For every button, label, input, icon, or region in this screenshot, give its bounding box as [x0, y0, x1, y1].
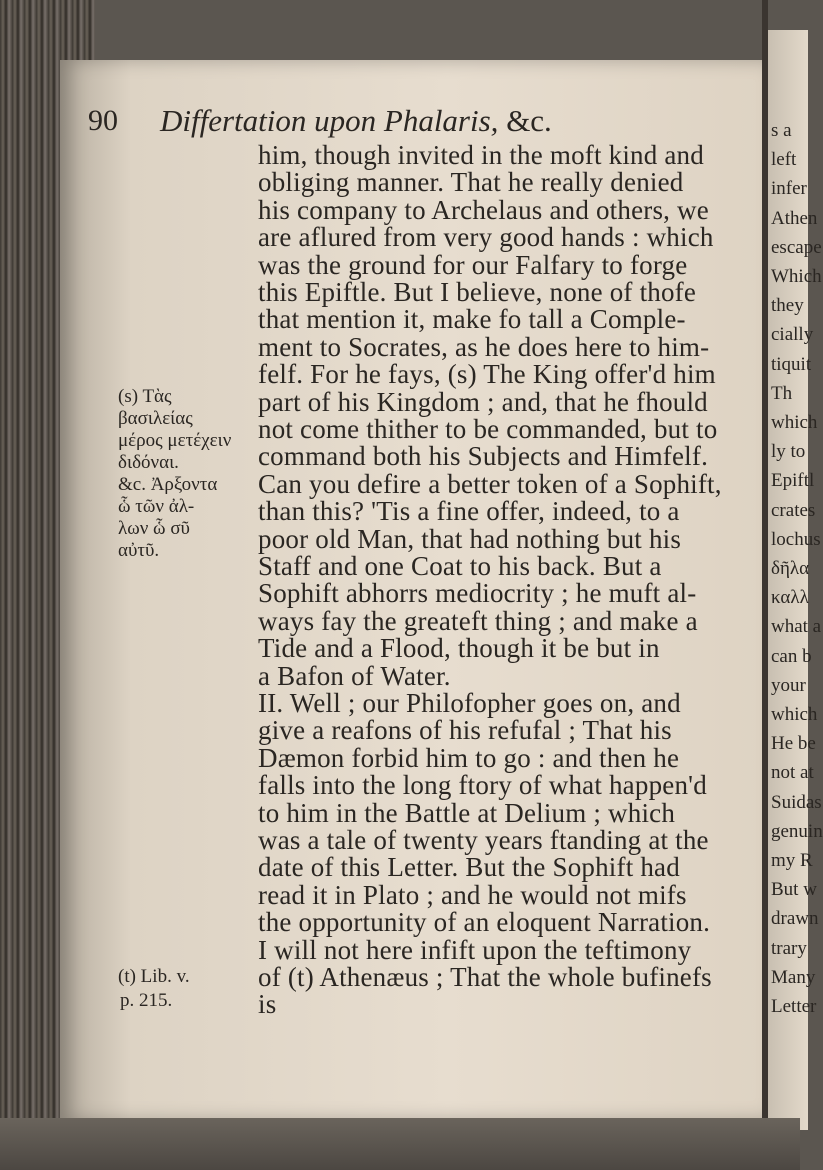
body-line: part of his Kingdom ; and, that he fhould — [258, 386, 708, 417]
body-line: felf. For he fays, (s) The King offer'd him — [258, 359, 716, 390]
next-page-fragment: which — [771, 704, 818, 725]
margin-note-line: ὧ τῶν ἀλ- — [118, 496, 195, 517]
next-page-fragment: genuin — [771, 820, 823, 842]
next-page-fragment: can b — [771, 645, 812, 667]
body-line: are aflured from very good hands : which — [258, 222, 714, 253]
next-page-fragment: cially — [771, 324, 814, 346]
body-line: than this? 'Tis a fine offer, indeed, to a — [258, 496, 680, 527]
next-page-fragment: trary — [771, 937, 807, 959]
margin-note-line: αὐτῦ. — [118, 540, 160, 561]
body-line: his company to Archelaus and others, we — [258, 194, 709, 225]
body-line: was a tale of twenty years ftanding at the — [258, 825, 709, 855]
next-page-fragment: my R — [771, 850, 813, 871]
next-page-fragment: But w — [771, 879, 817, 901]
next-page-fragment: infer — [771, 178, 807, 200]
body-line: date of this Letter. But the Sophift had — [258, 852, 680, 883]
next-page-fragment: δῆλα — [771, 558, 810, 579]
next-page-fragment: your — [771, 674, 806, 696]
body-line: is — [258, 989, 277, 1020]
book-bottom-edge — [0, 1118, 800, 1170]
body-line: was the ground for our Falfary to forge — [258, 249, 688, 280]
next-page-fragment: tiquit — [771, 353, 812, 375]
body-line: the opportunity of an eloquent Narration. — [258, 907, 711, 938]
body-line: him, though invited in the moft kind and — [258, 140, 704, 170]
body-line: obliging manner. That he really denied — [258, 167, 684, 198]
next-page-fragment: which — [771, 412, 818, 433]
body-line: Tide and a Flood, though it be but in — [258, 633, 660, 664]
next-page-fragment: not at — [771, 762, 814, 784]
body-line: Dæmon forbid him to go : and then he — [258, 742, 680, 773]
margin-note-line: p. 215. — [120, 990, 173, 1011]
body-line: a Bafon of Water. — [258, 660, 451, 691]
body-line: give a reafons of his refufal ; That his — [258, 715, 672, 746]
body-line: ment to Socrates, as he does here to him- — [258, 331, 710, 362]
next-page-fragment: Which — [771, 266, 822, 287]
next-page-fragment: καλλ — [771, 587, 809, 609]
running-head-etc: &c. — [506, 103, 552, 138]
next-page-fragment: crates — [771, 499, 816, 521]
margin-note-line: &c. Ἀρξοντα — [118, 474, 218, 495]
next-page-fragment: escape — [771, 236, 822, 258]
next-page-fragment: Suidas — [771, 791, 822, 813]
next-page-fragment: drawn — [771, 908, 819, 930]
body-line: this Epiftle. But I believe, none of thofe — [258, 277, 697, 307]
body-line: Staff and one Coat to his back. But a — [258, 551, 662, 581]
running-head-title: Differtation upon Phalaris, — [160, 103, 507, 138]
next-page-fragment: they — [771, 295, 804, 317]
body-line: ways fay the greateft thing ; and make a — [258, 605, 698, 636]
margin-note-line: λων ὧ σῦ — [118, 518, 190, 539]
next-page-fragment: Athen — [771, 207, 818, 229]
body-line: to him in the Battle at Delium ; which — [258, 797, 676, 828]
next-page-fragment: left — [771, 149, 797, 171]
body-line: of (t) Athenæus ; That the whole bufinefs — [258, 962, 712, 992]
body-line: I will not here infift upon the teftimony — [258, 934, 692, 965]
body-line: falls into the long ftory of what happen'd — [258, 770, 707, 801]
margin-note-line: διδόναι. — [118, 452, 179, 473]
next-page-fragment: Epiftl — [771, 470, 815, 492]
body-line: II. Well ; our Philofopher goes on, and — [258, 688, 681, 718]
body-line: not come thither to be commanded, but to — [258, 414, 718, 444]
body-line: poor old Man, that had nothing but his — [258, 523, 682, 554]
margin-note-line: μέρος μετέχειν — [118, 430, 232, 451]
body-line: Sophift abhorrs mediocrity ; he muft al- — [258, 578, 697, 609]
body-line: Can you defire a better token of a Sophift, — [258, 468, 722, 499]
next-page-fragment: ly to — [771, 441, 806, 463]
margin-note-line: (s) Tὰς — [118, 386, 172, 407]
page-number: 90 — [88, 104, 118, 137]
next-page-fragment: Letter — [771, 996, 817, 1017]
next-page-fragment: He be — [771, 733, 816, 755]
next-page-fragment: what a — [771, 616, 822, 638]
next-page-fragment: lochus — [771, 528, 821, 550]
margin-note-line: βασιλείας — [118, 408, 193, 429]
next-page-fragment: Many — [771, 966, 816, 988]
next-page-fragment: s a — [771, 120, 792, 141]
margin-note-line: (t) Lib. v. — [118, 966, 190, 987]
running-head — [160, 103, 552, 139]
body-line: command both his Subjects and Himfelf. — [258, 441, 709, 472]
body-line: that mention it, make fo tall a Comple- — [258, 304, 686, 335]
next-page-fragment: Th — [771, 382, 793, 404]
body-line: read it in Plato ; and he would not mifs — [258, 879, 687, 910]
